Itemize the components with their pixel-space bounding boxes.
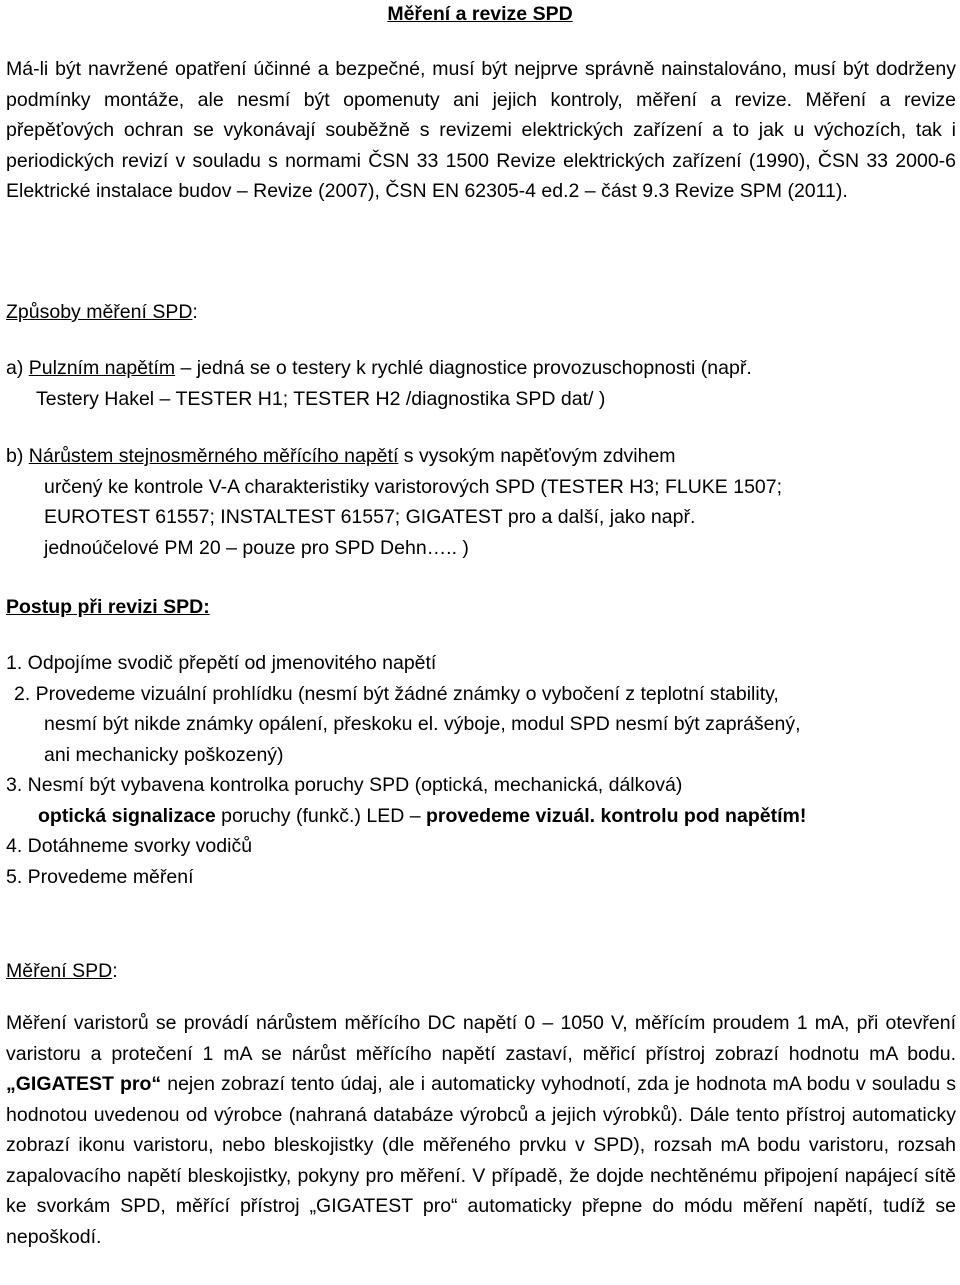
measurement-heading-colon: : xyxy=(112,960,118,982)
method-b-line4: jednoúčelové PM 20 – pouze pro SPD Dehn….. ) xyxy=(44,536,469,559)
method-b-line1 xyxy=(6,441,956,472)
method-b-text: s vysokým napěťovým zdvihem xyxy=(398,445,676,467)
measurement-text-1: Měření varistorů se provádí nárůstem měřícího DC napětí 0 – 1050 V, měřícím proudem 1 mA, při otevření varistoru a protečení 1 mA se nárůst měřícího napětí zastaví, měřicí přístroj zobrazí hodnotu mA bodu. xyxy=(6,1012,956,1065)
method-a-term: Pulzním napětím xyxy=(28,357,176,379)
method-a-line1 xyxy=(6,353,956,384)
measurement-text-2: nejen zobrazí tento údaj, ale i automaticky vyhodnotí, zda je hodnota mA bodu v souladu s hodnotou uvedenou od výrobce (nahraná databáze výrobců a jejich výrobků). Dále tento přístroj automaticky zobrazí ikonu varistoru, nebo bleskojistky (dle měřeného prvku v SPD), rozsah mA bodu varistoru, rozsah zapalovacího napětí bleskojistky, pokyny pro měření. V případě, že dojde nechtěnému připojení napájecí sítě ke svorkám SPD, měřící přístroj „GIGATEST pro“ automaticky přepne do módu měření napětí, tudíž se nepoškodí. xyxy=(6,1073,956,1248)
procedure-step-3-line2 xyxy=(6,801,956,832)
measurement-heading xyxy=(6,956,956,987)
method-a-text: – jedná se o testery k rychlé diagnostice provozuschopnosti (např. xyxy=(175,357,752,379)
procedure-heading: Postup při revizi SPD: xyxy=(6,596,210,618)
procedure-step-1: 1. Odpojíme svodič přepětí od jmenovitého napětí xyxy=(6,652,437,674)
method-b xyxy=(6,441,956,563)
procedure-steps xyxy=(6,648,956,892)
methods-heading-colon: : xyxy=(192,301,198,323)
method-a xyxy=(6,353,956,414)
intro-paragraph: Má-li být navržené opatření účinné a bezpečné, musí být nejprve správně nainstalováno, musí být dodrženy podmínky montáže, ale nesmí být opomenuty ani jejich kontroly, měření a revize. Měření a revize přepěťových ochran se vykonávají souběžně s revizemi elektrických zařízení a to jak u výchozích, tak i periodických revizí v souladu s normami ČSN 33 1500 Revize elektrických zařízení (1990), ČSN 33 2000-6 Elektrické instalace budov – Revize (2007), ČSN EN 62305-4 ed.2 – část 9.3 Revize SPM (2011). xyxy=(6,58,956,202)
method-b-line3: EUROTEST 61557; INSTALTEST 61557; GIGATEST pro a další, jako např. xyxy=(44,506,696,528)
methods-heading xyxy=(6,297,956,328)
optical-signal-text: optická signalizace xyxy=(38,804,216,827)
step3-mid-text: poruchy (funkč.) LED – xyxy=(215,804,427,827)
procedure-step-5: 5. Provedeme měření xyxy=(6,865,194,888)
gigatest-pro-bold: „GIGATEST pro“ xyxy=(6,1073,162,1095)
procedure-step-2-line2: nesmí být nikde známky opálení, přeskoku el. výboje, modul SPD nesmí být zaprášený, xyxy=(44,713,801,735)
procedure-step-3: 3. Nesmí být vybavena kontrolka poruchy SPD (optická, mechanická, dálková) xyxy=(6,774,683,796)
method-b-line2: určený ke kontrole V-A charakteristiky varistorových SPD (TESTER H3; FLUKE 1507; xyxy=(44,475,783,498)
procedure-step-4: 4. Dotáhneme svorky vodičů xyxy=(6,835,253,857)
method-b-term: Nárůstem stejnosměrného měřícího napětí xyxy=(28,445,399,467)
methods-heading-text: Způsoby měření SPD xyxy=(6,301,193,323)
visual-check-text: provedeme vizuál. kontrolu pod napětím! xyxy=(426,804,807,827)
procedure-step-2-line3: ani mechanicky poškozený) xyxy=(44,743,284,766)
page-title: Měření a revize SPD xyxy=(387,3,573,25)
method-a-line2: Testery Hakel – TESTER H1; TESTER H2 /diagnostika SPD dat/ ) xyxy=(36,387,606,410)
measurement-heading-text: Měření SPD xyxy=(6,960,113,982)
method-a-marker: a) xyxy=(6,357,29,379)
method-b-marker: b) xyxy=(6,445,29,467)
procedure-step-2: 2. Provedeme vizuální prohlídku (nesmí být žádné známky o vybočení z teplotní stability, xyxy=(14,682,779,705)
measurement-paragraph xyxy=(6,1008,956,1252)
